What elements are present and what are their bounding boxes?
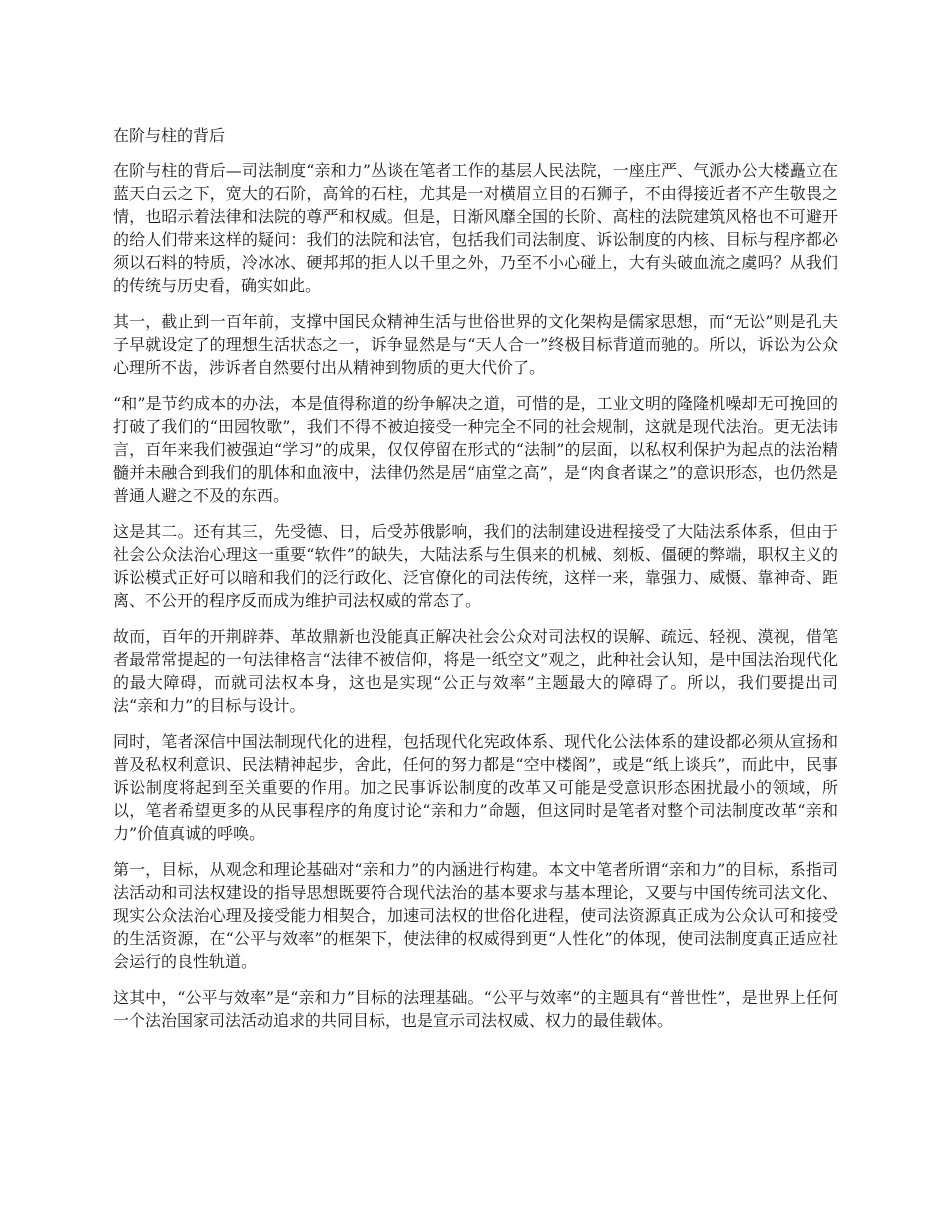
paragraph-4: 这是其二。还有其三，先受德、日，后受苏俄影响，我们的法制建设进程接受了大陆法系体系，但由于社会公众法治心理这一重要“软件”的缺失，大陆法系与生俱来的机械、刻板、僵硬的弊端，职权主义的诉讼模式正好可以暗和我们的泛行政化、泛官僚化的司法传统，这样一来，靠强力、威慑、靠神奇、距离、不公开的程序反而成为维护司法权威的常态了。 [113, 522, 838, 610]
paragraph-8: 这其中，“公平与效率”是“亲和力”目标的法理基础。“公平与效率”的主题具有“普世性”，是世界上任何一个法治国家司法活动追求的共同目标，也是宣示司法权威、权力的最佳载体。 [113, 988, 838, 1030]
paragraph-3: “和”是节约成本的办法，本是值得称道的纷争解决之道，可惜的是，工业文明的隆隆机噪却无可挽回的打破了我们的“田园牧歌”，我们不得不被迫接受一种完全不同的社会规制，这就是现代法治。更无法讳言，百年来我们被强迫“学习”的成果，仅仅停留在形式的“法制”的层面，以私权利保护为起点的法治精髓并未融合到我们的肌体和血液中，法律仍然是居“庙堂之高”，是“肉食者谋之”的意识形态，也仍然是普通人避之不及的东西。 [113, 394, 838, 505]
document-title: 在阶与柱的背后 [113, 126, 226, 145]
paragraph-6: 同时，笔者深信中国法制现代化的进程，包括现代化宪政体系、现代化公法体系的建设都必须从宣扬和普及私权利意识、民法精神起步，舍此，任何的努力都是“空中楼阁”，或是“纸上谈兵”，而此中，民事诉讼制度将起到至关重要的作用。加之民事诉讼制度的改革又可能是受意识形态困扰最小的领域，所以，笔者希望更多的从民事程序的角度讨论“亲和力”命题，但这同时是笔者对整个司法制度改革“亲和力”价值真诚的呼唤。 [113, 732, 838, 843]
paragraph-5: 故而，百年的开荆辟莽、革故鼎新也没能真正解决社会公众对司法权的误解、疏远、轻视、漠视，借笔者最常常提起的一句法律格言“法律不被信仰，将是一纸空文”观之，此种社会认知，是中国法治现代化的最大障碍，而就司法权本身，这也是实现“公正与效率”主题最大的障碍了。所以，我们要提出司法“亲和力”的目标与设计。 [113, 627, 838, 715]
paragraph-2: 其一，截止到一百年前，支撑中国民众精神生活与世俗世界的文化架构是儒家思想，而“无讼”则是孔夫子早就设定了的理想生活状态之一，诉争显然是与“天人合一”终极目标背道而驰的。所以，诉讼为公众心理所不齿，涉诉者自然要付出从精神到物质的更大代价了。 [113, 312, 838, 377]
paragraph-1: 在阶与柱的背后—司法制度“亲和力”丛谈在笔者工作的基层人民法院，一座庄严、气派办公大楼矗立在蓝天白云之下，宽大的石阶，高耸的石柱，尤其是一对横眉立目的石狮子，不由得接近者不产生敬畏之情，也昭示着法律和法院的尊严和权威。但是，日渐风靡全国的长阶、高柱的法院建筑风格也不可避开的给人们带来这样的疑问：我们的法院和法官，包括我们司法制度、诉讼制度的内核、目标与程序都必须以石料的特质，冷冰冰、硬邦邦的拒人以千里之外，乃至不小心碰上，大有头破血流之虞吗？从我们的传统与历史看，确实如此。 [113, 161, 838, 295]
paragraph-7: 第一，目标，从观念和理论基础对“亲和力”的内涵进行构建。本文中笔者所谓“亲和力”的目标，系指司法活动和司法权建设的指导思想既要符合现代法治的基本要求与基本理论，又要与中国传统司法文化、现实公众法治心理及接受能力相契合，加速司法权的世俗化进程，使司法资源真正成为公众认可和接受的生活资源，在“公平与效率”的框架下，使法律的权威得到更“人性化”的体现，使司法制度真正适应社会运行的良性轨道。 [113, 860, 838, 971]
